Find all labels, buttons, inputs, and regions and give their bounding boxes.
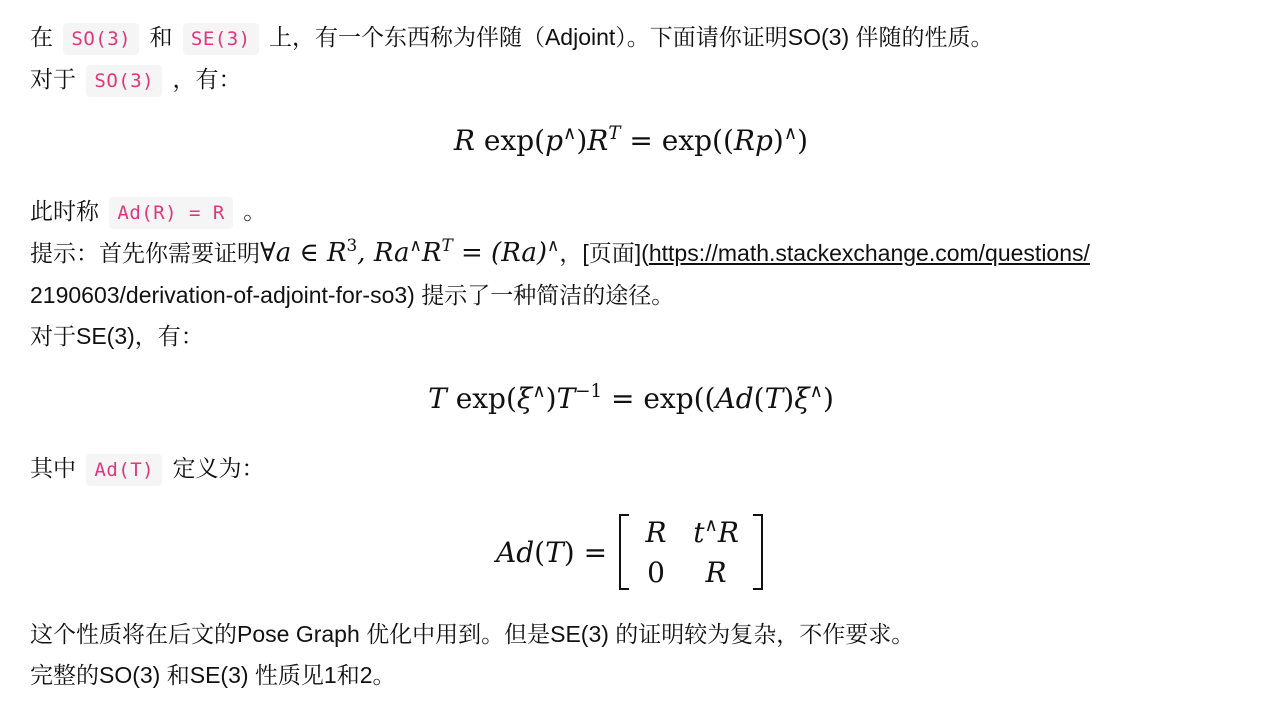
left-bracket (619, 514, 629, 590)
se3-intro-line (30, 320, 204, 352)
math-text: ( (534, 535, 546, 569)
text: 其中 (30, 455, 76, 481)
inline-code-adr: Ad(R) = R (109, 197, 232, 229)
text: 定义为： (172, 455, 265, 481)
math-symbol: T (764, 382, 784, 415)
math-text: = exp(( (620, 124, 734, 157)
inline-code-so3: SO(3) (63, 23, 139, 55)
text: 在 (30, 24, 53, 50)
matrix-equation (496, 510, 763, 594)
text: 此时称 (30, 198, 99, 224)
text: 。 (243, 198, 267, 224)
matrix-cell (693, 516, 739, 549)
matrix-cell: 0 (647, 555, 665, 589)
math-symbol: R (717, 515, 739, 549)
math-text: ) (822, 382, 834, 415)
text: 对于 (30, 66, 76, 92)
inline-code-adt: Ad(T) (86, 454, 162, 486)
matrix-cell: R (645, 515, 667, 549)
text: ，[页面]( (559, 240, 649, 266)
hint-continuation-line (30, 279, 674, 311)
so3-intro-line (30, 63, 241, 97)
inline-code-so3: SO(3) (86, 65, 162, 97)
math-sup: ∧ (563, 123, 577, 145)
math-symbol: T (545, 535, 564, 569)
math-text: ) (545, 382, 557, 415)
equation-adt-matrix (0, 510, 1262, 594)
math-symbol: p (545, 124, 564, 157)
inline-code-se3: SE(3) (183, 23, 259, 55)
math-text: R (421, 238, 442, 268)
math-text: = (Ra) (452, 238, 548, 268)
math-sup: ∧ (704, 514, 718, 536)
text: 上，有一个东西称为伴随（Adjoint）。下面请你证明SO(3) 伴随的性质。 (268, 24, 994, 50)
math-text: exp( (446, 382, 517, 415)
equation-se3-adjoint (0, 382, 1262, 415)
math-symbol: Ad (715, 382, 754, 415)
math-text: ) (772, 124, 784, 157)
math-text: exp( (474, 124, 546, 157)
math-symbol: R (587, 124, 609, 157)
math-sup: ∧ (809, 381, 823, 403)
math-text: ) (783, 382, 795, 415)
math-text: ) = (563, 535, 608, 569)
text: 对于SE(3)，有： (30, 323, 204, 349)
math-text: , Ra (357, 238, 410, 268)
stackexchange-link[interactable]: https://math.stackexchange.com/questions/ (648, 240, 1090, 266)
math-symbol: ξ (794, 382, 810, 415)
math-symbol: R (453, 124, 475, 157)
math-sup: ∧ (547, 234, 560, 255)
math-sup: ∧ (783, 123, 798, 145)
hint-line (30, 234, 1090, 269)
math-sup: −1 (575, 381, 603, 403)
math-text: ( (753, 382, 765, 415)
so3-adjoint-def-line (30, 195, 266, 229)
text: 这个性质将在后文的Pose Graph 优化中用到。但是SE(3) 的证明较为复杂，不作要求。 (30, 621, 915, 647)
equation-so3-adjoint (0, 124, 1262, 157)
text: 和 (149, 24, 173, 50)
adt-def-line (30, 452, 264, 486)
math-sup: T (608, 123, 621, 145)
matrix-grid (629, 512, 753, 592)
math-symbol: Rp (733, 124, 773, 157)
math-sup: ∧ (532, 381, 546, 403)
text: 完整的SO(3) 和SE(3) 性质见1和2。 (30, 662, 396, 688)
math-symbol: T (428, 382, 447, 415)
references-line (30, 659, 396, 691)
math-symbol: ξ (516, 382, 533, 415)
math-symbol: T (556, 382, 576, 415)
text: ，有： (172, 66, 242, 92)
math-sup: ∧ (409, 234, 422, 255)
text: 2190603/derivation-of-adjoint-for-so3) 提示了一种简洁的途径。 (30, 282, 675, 308)
math-sup: T (441, 234, 453, 255)
math-symbol: t (693, 515, 705, 549)
math-sup: 3 (346, 234, 358, 255)
pose-graph-note-line (30, 618, 914, 650)
intro-line (30, 21, 994, 55)
math-text: ∀a ∈ R (260, 238, 347, 268)
text: 提示：首先你需要证明 (30, 240, 260, 266)
inline-math (260, 234, 560, 268)
matrix-cell: R (705, 555, 727, 589)
right-bracket (753, 514, 763, 590)
math-text: ) (797, 124, 809, 157)
math-text: ) (576, 124, 588, 157)
math-symbol: Ad (496, 535, 535, 569)
math-text: = exp(( (602, 382, 716, 415)
